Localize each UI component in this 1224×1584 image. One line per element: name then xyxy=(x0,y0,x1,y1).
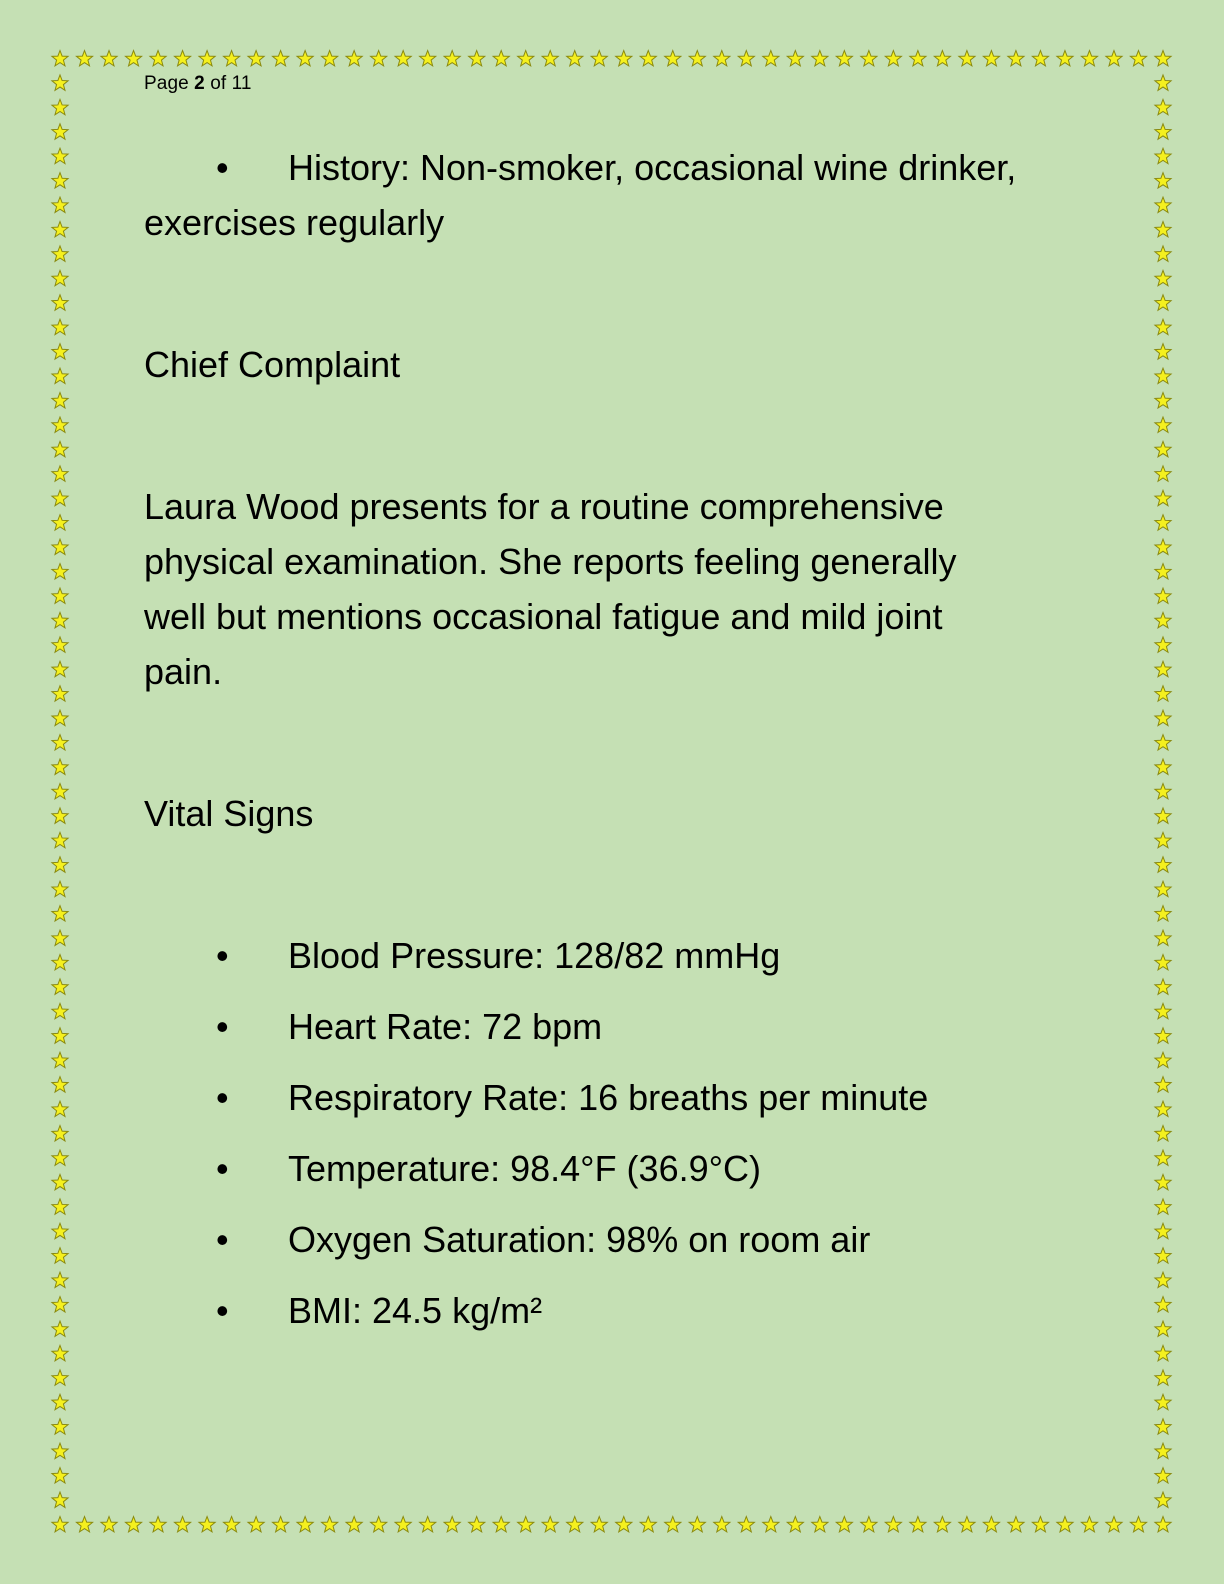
star-icon xyxy=(150,51,166,66)
star-icon xyxy=(1155,417,1171,432)
star-icon xyxy=(836,51,852,66)
star-icon xyxy=(371,51,387,66)
star-icon xyxy=(1130,1517,1146,1532)
star-icon xyxy=(1155,466,1171,481)
star-icon xyxy=(223,1517,239,1532)
star-icon xyxy=(1155,393,1171,408)
star-icon xyxy=(1155,1150,1171,1165)
star-icon xyxy=(665,1517,681,1532)
star-icon xyxy=(52,1321,68,1336)
star-icon xyxy=(395,1517,411,1532)
star-icon xyxy=(52,612,68,627)
star-icon xyxy=(52,173,68,188)
vital-sign-item xyxy=(144,1212,1084,1283)
star-icon xyxy=(76,51,92,66)
star-icon xyxy=(1155,661,1171,676)
star-icon xyxy=(1155,270,1171,285)
star-icon xyxy=(52,393,68,408)
star-icon xyxy=(1155,246,1171,261)
vital-signs-list xyxy=(144,928,1084,1354)
star-icon xyxy=(371,1517,387,1532)
vital-sign-text: Oxygen Saturation: 98% on room air xyxy=(288,1219,871,1260)
star-icon xyxy=(52,295,68,310)
star-icon xyxy=(52,1370,68,1385)
star-icon xyxy=(983,51,999,66)
star-icon xyxy=(76,1517,92,1532)
history-text-line2: exercises regularly xyxy=(144,202,445,243)
star-icon xyxy=(1155,1468,1171,1483)
star-icon xyxy=(1155,368,1171,383)
star-icon xyxy=(52,637,68,652)
star-icon xyxy=(52,832,68,847)
page-label-mid: of xyxy=(204,73,232,94)
star-icon xyxy=(52,1028,68,1043)
star-icon xyxy=(52,75,68,90)
star-icon xyxy=(787,51,803,66)
history-text-line1: History: Non-smoker, occasional wine drinker, xyxy=(288,147,1017,188)
star-icon xyxy=(52,1174,68,1189)
star-icon xyxy=(444,51,460,66)
star-icon xyxy=(1155,686,1171,701)
star-icon xyxy=(52,784,68,799)
star-icon xyxy=(959,51,975,66)
star-icon xyxy=(52,588,68,603)
star-icon xyxy=(1008,51,1024,66)
vital-sign-text: Blood Pressure: 128/82 mmHg xyxy=(288,935,781,976)
page-label-prefix: Page xyxy=(144,73,195,94)
star-icon xyxy=(174,1517,190,1532)
star-icon xyxy=(1155,515,1171,530)
star-icon xyxy=(1155,1370,1171,1385)
star-icon xyxy=(1155,1345,1171,1360)
star-icon xyxy=(52,808,68,823)
star-icon xyxy=(1155,197,1171,212)
page-number-header xyxy=(144,73,252,95)
star-icon xyxy=(52,1126,68,1141)
star-icon xyxy=(567,51,583,66)
star-icon xyxy=(1155,1223,1171,1238)
vital-sign-item xyxy=(144,928,1084,999)
star-icon xyxy=(1155,441,1171,456)
star-icon xyxy=(52,1468,68,1483)
bullet-icon: • xyxy=(216,1077,229,1118)
star-icon xyxy=(52,1223,68,1238)
vital-sign-text: Respiratory Rate: 16 breaths per minute xyxy=(288,1077,929,1118)
star-icon xyxy=(52,319,68,334)
star-icon xyxy=(52,490,68,505)
star-icon xyxy=(934,51,950,66)
star-icon xyxy=(1155,1248,1171,1263)
star-icon xyxy=(52,906,68,921)
star-icon xyxy=(1155,710,1171,725)
bullet-icon: • xyxy=(216,1290,229,1331)
star-icon xyxy=(1155,99,1171,114)
star-icon xyxy=(469,51,485,66)
star-icon xyxy=(640,51,656,66)
star-icon xyxy=(52,344,68,359)
star-icon xyxy=(493,51,509,66)
star-icon xyxy=(248,1517,264,1532)
star-icon xyxy=(52,759,68,774)
star-icon xyxy=(689,1517,705,1532)
star-icon xyxy=(52,881,68,896)
vital-sign-text: BMI: 24.5 kg/m² xyxy=(288,1290,543,1331)
star-icon xyxy=(861,51,877,66)
star-icon xyxy=(346,51,362,66)
star-icon xyxy=(1155,1101,1171,1116)
star-icon xyxy=(199,51,215,66)
star-icon xyxy=(1155,173,1171,188)
star-icon xyxy=(52,222,68,237)
star-icon xyxy=(1155,1003,1171,1018)
star-icon xyxy=(150,1517,166,1532)
star-icon xyxy=(812,51,828,66)
star-icon xyxy=(101,1517,117,1532)
star-icon xyxy=(52,661,68,676)
bullet-icon: • xyxy=(216,935,229,976)
star-icon xyxy=(322,1517,338,1532)
star-icon xyxy=(983,1517,999,1532)
star-icon xyxy=(52,1345,68,1360)
star-icon xyxy=(1155,148,1171,163)
star-icon xyxy=(1155,759,1171,774)
vital-sign-text: Temperature: 98.4°F (36.9°C) xyxy=(288,1148,761,1189)
star-icon xyxy=(1130,51,1146,66)
star-icon xyxy=(934,1517,950,1532)
star-icon xyxy=(1155,75,1171,90)
star-icon xyxy=(420,51,436,66)
star-icon xyxy=(1155,1174,1171,1189)
star-icon xyxy=(420,1517,436,1532)
document-body xyxy=(144,140,1084,1354)
star-icon xyxy=(616,51,632,66)
star-icon xyxy=(812,1517,828,1532)
star-icon xyxy=(1155,295,1171,310)
star-icon xyxy=(1057,1517,1073,1532)
star-icon xyxy=(591,51,607,66)
star-icon xyxy=(469,1517,485,1532)
star-icon xyxy=(714,51,730,66)
star-icon xyxy=(763,51,779,66)
star-icon xyxy=(1155,808,1171,823)
star-icon xyxy=(1155,1272,1171,1287)
star-icon xyxy=(1155,588,1171,603)
star-icon xyxy=(1155,1321,1171,1336)
star-icon xyxy=(1155,955,1171,970)
star-icon xyxy=(885,51,901,66)
star-icon xyxy=(665,51,681,66)
star-icon xyxy=(52,686,68,701)
star-icon xyxy=(52,710,68,725)
star-icon xyxy=(248,51,264,66)
star-icon xyxy=(1155,1443,1171,1458)
star-icon xyxy=(52,270,68,285)
star-icon xyxy=(738,1517,754,1532)
star-icon xyxy=(52,197,68,212)
vital-sign-item xyxy=(144,1070,1084,1141)
star-icon xyxy=(1008,1517,1024,1532)
star-icon xyxy=(1106,51,1122,66)
vital-sign-item xyxy=(144,1141,1084,1212)
star-icon xyxy=(52,1101,68,1116)
star-icon xyxy=(174,51,190,66)
vital-sign-item xyxy=(144,1283,1084,1354)
star-icon xyxy=(1155,1052,1171,1067)
star-icon xyxy=(787,1517,803,1532)
star-icon xyxy=(1155,930,1171,945)
star-icon xyxy=(714,1517,730,1532)
star-icon xyxy=(52,466,68,481)
bullet-icon: • xyxy=(216,1148,229,1189)
star-icon xyxy=(1155,51,1171,66)
bullet-icon: • xyxy=(216,1219,229,1260)
star-icon xyxy=(689,51,705,66)
star-icon xyxy=(1155,1517,1171,1532)
bullet-icon: • xyxy=(216,147,229,188)
star-icon xyxy=(52,564,68,579)
star-icon xyxy=(1155,1492,1171,1507)
star-icon xyxy=(52,1443,68,1458)
star-icon xyxy=(52,1150,68,1165)
star-icon xyxy=(52,246,68,261)
star-icon xyxy=(1155,881,1171,896)
star-icon xyxy=(1155,1126,1171,1141)
star-icon xyxy=(52,857,68,872)
star-icon xyxy=(836,1517,852,1532)
star-icon xyxy=(616,1517,632,1532)
star-icon xyxy=(1155,906,1171,921)
star-icon xyxy=(52,1492,68,1507)
star-icon xyxy=(1057,51,1073,66)
star-icon xyxy=(52,368,68,383)
star-icon xyxy=(910,1517,926,1532)
star-icon xyxy=(52,1003,68,1018)
star-icon xyxy=(52,1248,68,1263)
star-icon xyxy=(1155,1028,1171,1043)
star-icon xyxy=(959,1517,975,1532)
star-icon xyxy=(1032,51,1048,66)
star-icon xyxy=(1155,735,1171,750)
star-icon xyxy=(346,1517,362,1532)
star-icon xyxy=(542,1517,558,1532)
star-icon xyxy=(1155,539,1171,554)
star-icon xyxy=(52,1394,68,1409)
star-icon xyxy=(52,1199,68,1214)
star-icon xyxy=(297,51,313,66)
star-icon xyxy=(52,979,68,994)
star-icon xyxy=(125,1517,141,1532)
star-icon xyxy=(297,1517,313,1532)
star-icon xyxy=(567,1517,583,1532)
star-icon xyxy=(1155,344,1171,359)
star-icon xyxy=(52,441,68,456)
star-icon xyxy=(1155,979,1171,994)
star-icon xyxy=(1155,490,1171,505)
vital-sign-item xyxy=(144,999,1084,1070)
star-icon xyxy=(1155,832,1171,847)
star-icon xyxy=(1155,124,1171,139)
star-icon xyxy=(640,1517,656,1532)
vital-signs-heading: Vital Signs xyxy=(144,793,314,834)
star-icon xyxy=(1032,1517,1048,1532)
page-total: 11 xyxy=(231,73,252,94)
chief-complaint-heading: Chief Complaint xyxy=(144,344,401,385)
star-icon xyxy=(763,1517,779,1532)
star-icon xyxy=(1081,1517,1097,1532)
star-icon xyxy=(52,148,68,163)
star-icon xyxy=(52,955,68,970)
star-icon xyxy=(52,51,68,66)
vital-sign-text: Heart Rate: 72 bpm xyxy=(288,1006,603,1047)
star-icon xyxy=(1081,51,1097,66)
star-icon xyxy=(1155,564,1171,579)
star-icon xyxy=(52,1052,68,1067)
star-icon xyxy=(273,1517,289,1532)
star-icon xyxy=(518,51,534,66)
star-icon xyxy=(199,1517,215,1532)
star-icon xyxy=(910,51,926,66)
star-icon xyxy=(1155,1077,1171,1092)
star-icon xyxy=(322,51,338,66)
star-icon xyxy=(1155,857,1171,872)
star-icon xyxy=(52,930,68,945)
star-icon xyxy=(493,1517,509,1532)
history-item xyxy=(144,140,1084,195)
star-icon xyxy=(52,1517,68,1532)
star-icon xyxy=(52,539,68,554)
star-icon xyxy=(52,124,68,139)
star-icon xyxy=(1155,319,1171,334)
star-icon xyxy=(518,1517,534,1532)
star-icon xyxy=(1155,1297,1171,1312)
star-icon xyxy=(1155,1419,1171,1434)
page-current: 2 xyxy=(194,73,205,94)
star-icon xyxy=(52,99,68,114)
star-icon xyxy=(738,51,754,66)
star-icon xyxy=(52,1419,68,1434)
star-icon xyxy=(1155,1199,1171,1214)
star-icon xyxy=(1106,1517,1122,1532)
star-icon xyxy=(52,735,68,750)
star-icon xyxy=(52,1297,68,1312)
bullet-icon: • xyxy=(216,1006,229,1047)
star-icon xyxy=(52,417,68,432)
star-icon xyxy=(52,1077,68,1092)
star-icon xyxy=(273,51,289,66)
star-icon xyxy=(101,51,117,66)
star-icon xyxy=(885,1517,901,1532)
star-icon xyxy=(444,1517,460,1532)
star-icon xyxy=(52,1272,68,1287)
star-icon xyxy=(591,1517,607,1532)
star-icon xyxy=(861,1517,877,1532)
star-icon xyxy=(1155,784,1171,799)
star-icon xyxy=(125,51,141,66)
star-icon xyxy=(223,51,239,66)
star-icon xyxy=(1155,222,1171,237)
star-icon xyxy=(52,515,68,530)
star-icon xyxy=(395,51,411,66)
star-icon xyxy=(1155,1394,1171,1409)
star-icon xyxy=(542,51,558,66)
star-icon xyxy=(1155,637,1171,652)
chief-complaint-text: Laura Wood presents for a routine comprehensive physical examination. She reports feeling generally well but mentions occasional fatigue and mild joint pain. xyxy=(144,486,957,692)
star-icon xyxy=(1155,612,1171,627)
